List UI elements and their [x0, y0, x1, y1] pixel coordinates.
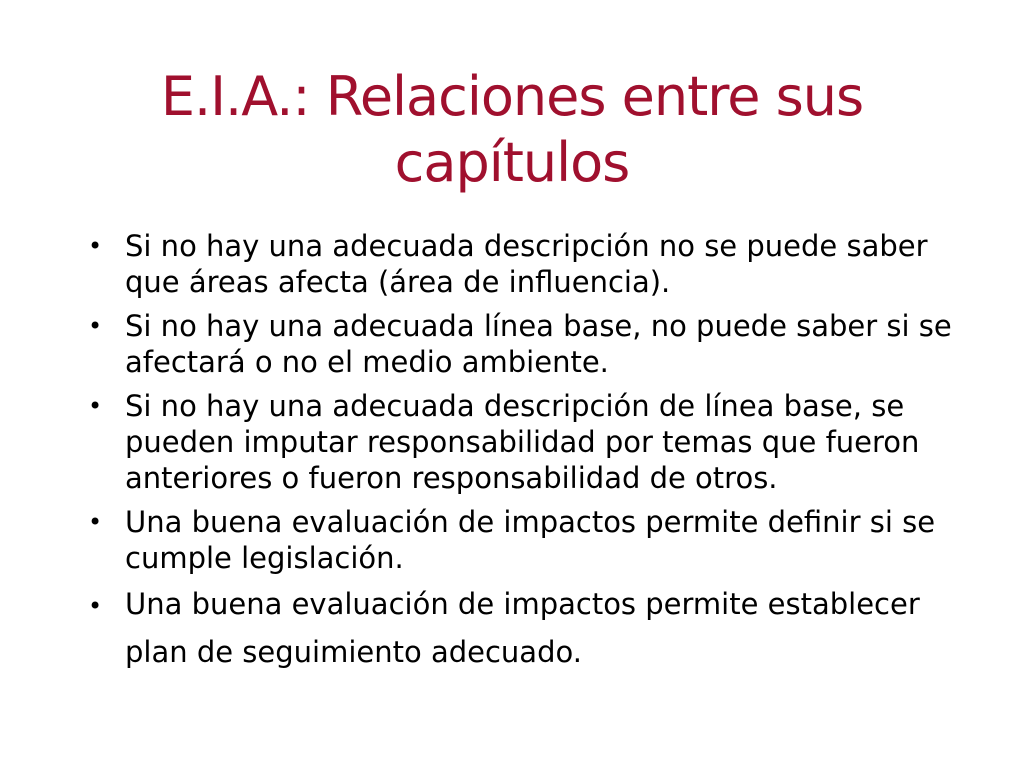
- bullet-item: [88, 580, 968, 676]
- bullet-text: Una buena evaluación de impactos permite establecer plan de seguimiento adecuado.: [125, 587, 920, 669]
- bullet-dot-icon: •: [88, 508, 103, 536]
- bullet-text: Si no hay una adecuada línea base, no puede saber si se afectará o no el medio ambiente.: [125, 309, 952, 379]
- bullet-dot-icon: •: [88, 312, 103, 340]
- bullet-dot-icon: •: [88, 592, 103, 620]
- bullet-text: Si no hay una adecuada descripción no se puede saber que áreas afecta (área de influencia).: [125, 229, 928, 299]
- bullet-item: [88, 308, 968, 380]
- bullet-item: [88, 504, 968, 576]
- bullet-text: Si no hay una adecuada descripción de línea base, se pueden imputar responsabilidad por temas que fueron anteriores o fueron responsabilidad de otros.: [125, 389, 920, 495]
- bullet-dot-icon: •: [88, 392, 103, 420]
- bullet-item: [88, 228, 968, 300]
- bullet-text: Una buena evaluación de impactos permite definir si se cumple legislación.: [125, 505, 936, 575]
- bullet-list: [88, 228, 968, 684]
- slide-title: E.I.A.: Relaciones entre sus capítulos: [160, 65, 864, 194]
- bullet-item: [88, 388, 968, 496]
- bullet-dot-icon: •: [88, 232, 103, 260]
